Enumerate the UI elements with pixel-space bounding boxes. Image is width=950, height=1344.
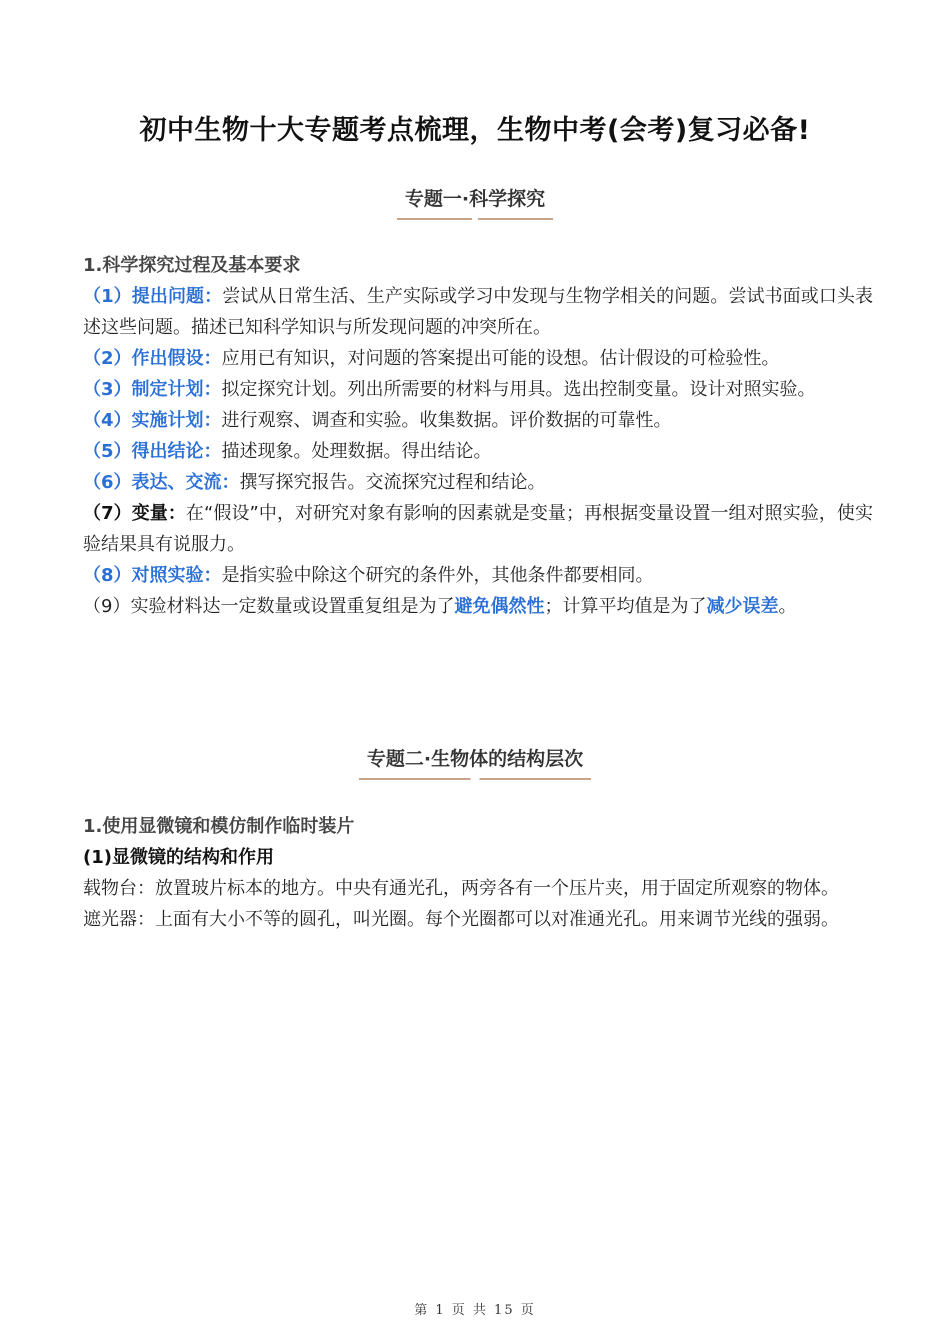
section-2-content	[83, 811, 873, 935]
list-item	[83, 405, 873, 436]
item-number: （1）	[83, 286, 132, 307]
item-keyword: 作出假设：	[131, 348, 222, 369]
paragraph: 遮光器：上面有大小不等的圆孔，叫光圈。每个光圈都可以对准通光孔。用来调节光线的强弱。	[83, 909, 839, 930]
list-item	[83, 560, 873, 591]
item-text: 应用已有知识，对问题的答案提出可能的设想。估计假设的可检验性。	[221, 348, 780, 369]
section-1-content	[83, 250, 873, 622]
list-item	[83, 343, 873, 374]
item-number: （4）	[83, 410, 132, 431]
item-number: （2）	[83, 348, 132, 369]
highlight-text: 减少误差	[706, 596, 779, 617]
section-1-subtitle: 1.科学探究过程及基本要求	[83, 255, 301, 276]
section-heading-2	[0, 738, 950, 780]
item-text: 在“假设”中，对研究对象有影响的因素就是变量；再根据变量设置一组对照实验，使实验结果具有说服力。	[83, 503, 873, 555]
item-keyword: 提出问题：	[131, 286, 223, 307]
item-number: （9）	[83, 596, 131, 617]
item-text: 实验材料达一定数量或设置重复组是为了	[130, 596, 455, 617]
item-keyword: 表达、交流：	[131, 472, 240, 493]
item-keyword: 实施计划：	[131, 410, 222, 431]
item-text: ；计算平均值是为了	[544, 596, 707, 617]
item-number: （6）	[83, 472, 132, 493]
item-keyword: 得出结论：	[131, 441, 222, 462]
item-text: 撰写探究报告。交流探究过程和结论。	[239, 472, 546, 493]
item-number: （3）	[83, 379, 132, 400]
item-text: 描述现象。处理数据。得出结论。	[221, 441, 492, 462]
section-heading-1	[0, 178, 950, 220]
list-item	[83, 436, 873, 467]
page-footer: 第 1 页 共 15 页	[414, 1303, 536, 1318]
item-text: 是指实验中除这个研究的条件外，其他条件都要相同。	[221, 565, 654, 586]
item-number: （7）	[83, 503, 132, 524]
section-heading-1-label: 专题一·科学探究	[397, 178, 553, 220]
list-item	[83, 498, 873, 560]
list-item	[83, 281, 873, 343]
highlight-text: 避免偶然性	[454, 596, 545, 617]
item-text: 。	[778, 596, 797, 617]
list-item	[83, 374, 873, 405]
item-text: 进行观察、调查和实验。收集数据。评价数据的可靠性。	[221, 410, 672, 431]
item-keyword: 对照实验：	[131, 565, 222, 586]
item-text: 尝试从日常生活、生产实际或学习中发现与生物学相关的问题。尝试书面或口头表述这些问题。描述已知科学知识与所发现问题的冲突所在。	[83, 286, 874, 338]
list-item	[83, 467, 873, 498]
item-keyword: 制定计划：	[131, 379, 222, 400]
section-2-subsubtitle: (1)显微镜的结构和作用	[83, 847, 274, 868]
document-title: 初中生物十大专题考点梳理，生物中考(会考)复习必备!	[139, 115, 811, 146]
paragraph: 载物台：放置玻片标本的地方。中央有通光孔，两旁各有一个压片夹，用于固定所观察的物体。	[83, 878, 839, 899]
list-item	[83, 591, 873, 622]
item-number: （8）	[83, 565, 132, 586]
item-number: （5）	[83, 441, 132, 462]
section-heading-2-label: 专题二·生物体的结构层次	[359, 738, 591, 780]
item-keyword: 变量：	[131, 503, 186, 524]
item-text: 拟定探究计划。列出所需要的材料与用具。选出控制变量。设计对照实验。	[221, 379, 816, 400]
section-2-subtitle: 1.使用显微镜和模仿制作临时装片	[83, 816, 355, 837]
